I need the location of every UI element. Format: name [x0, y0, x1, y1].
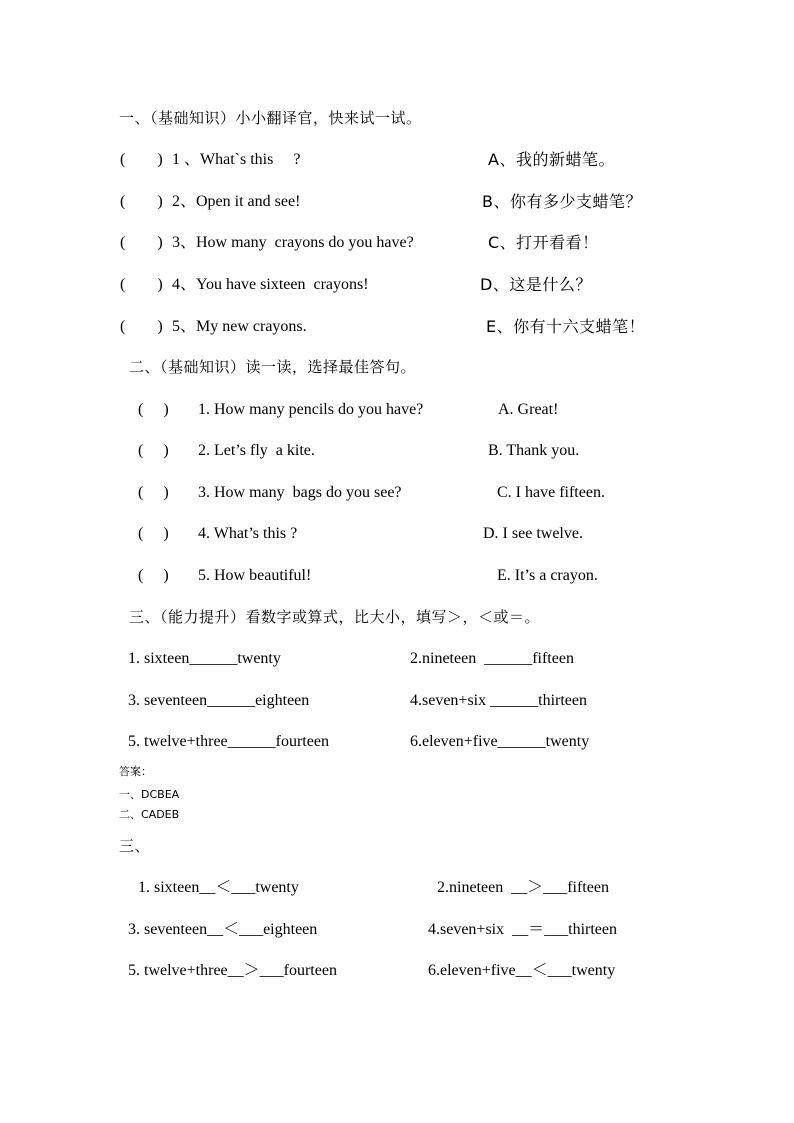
s1-q4-text: 4、You have sixteen crayons! [172, 276, 369, 293]
s2-option-c: C. I have fifteen. [497, 484, 605, 501]
s2-q2-text: 2. Let’s fly a kite. [198, 442, 315, 459]
answer-item-6: 6.eleven+five__＜___twenty [428, 962, 616, 979]
answer-item-5: 5. twelve+three__＞___fourteen [128, 962, 337, 979]
s2-q3-text: 3. How many bags do you see? [198, 484, 402, 501]
s1-q5-answer-blank[interactable]: ( ) [120, 318, 163, 335]
s2-q3-answer-blank[interactable]: ( ) [138, 484, 169, 501]
s1-q1-text: 1 、What`s this ? [172, 151, 301, 168]
answers-section3-label: 三、 [119, 837, 151, 855]
answer-item-1: 1. sixteen__＜___twenty [138, 879, 299, 896]
s3-item-1[interactable]: 1. sixteen______twenty [128, 650, 281, 667]
s2-option-d: D. I see twelve. [483, 525, 583, 542]
answers-label: 答案： [119, 765, 152, 778]
s2-option-a: A. Great! [498, 401, 559, 418]
s1-q4-answer-blank[interactable]: ( ) [120, 276, 163, 293]
s2-option-e: E. It’s a crayon. [497, 567, 598, 584]
s1-q5-text: 5、My new crayons. [172, 318, 307, 335]
s2-q4-answer-blank[interactable]: ( ) [138, 525, 169, 542]
s2-q1-text: 1. How many pencils do you have? [198, 401, 424, 418]
s3-item-5[interactable]: 5. twelve+three______fourteen [128, 733, 329, 750]
s1-q2-answer-blank[interactable]: ( ) [120, 193, 163, 210]
s2-q2-answer-blank[interactable]: ( ) [138, 442, 169, 459]
section2-heading: 二、（基础知识）读一读，选择最佳答句。 [129, 358, 417, 376]
section1-heading: 一、（基础知识）小小翻译官，快来试一试。 [119, 109, 422, 127]
s1-option-b: B、你有多少支蜡笔？ [482, 192, 642, 211]
s1-q1-answer-blank[interactable]: ( ) [120, 151, 163, 168]
answer-item-4: 4.seven+six __＝___thirteen [428, 921, 617, 938]
s1-q3-answer-blank[interactable]: ( ) [120, 234, 163, 251]
answers-section1: 一、DCBEA [119, 788, 180, 801]
s2-q1-answer-blank[interactable]: ( ) [138, 401, 169, 418]
s3-item-2[interactable]: 2.nineteen ______fifteen [410, 650, 574, 667]
s1-option-e: E、你有十六支蜡笔！ [486, 317, 646, 336]
answers-section2: 二、CADEB [119, 808, 180, 821]
s2-q5-text: 5. How beautiful! [198, 567, 312, 584]
s1-option-d: D、这是什么？ [480, 275, 592, 294]
s1-option-a: A、我的新蜡笔。 [488, 150, 615, 169]
answer-item-2: 2.nineteen __＞___fifteen [437, 879, 609, 896]
s1-q3-text: 3、How many crayons do you have? [172, 234, 414, 251]
s3-item-4[interactable]: 4.seven+six ______thirteen [410, 692, 587, 709]
s1-q2-text: 2、Open it and see! [172, 193, 301, 210]
s2-option-b: B. Thank you. [488, 442, 580, 459]
s3-item-3[interactable]: 3. seventeen______eighteen [128, 692, 310, 709]
s2-q5-answer-blank[interactable]: ( ) [138, 567, 169, 584]
section3-heading: 三、（能力提升）看数字或算式，比大小，填写＞，＜或＝。 [129, 608, 541, 626]
s3-item-6[interactable]: 6.eleven+five______twenty [410, 733, 590, 750]
s2-q4-text: 4. What’s this ? [198, 525, 298, 542]
answer-item-3: 3. seventeen__＜___eighteen [128, 921, 318, 938]
s1-option-c: C、打开看看！ [488, 233, 599, 252]
